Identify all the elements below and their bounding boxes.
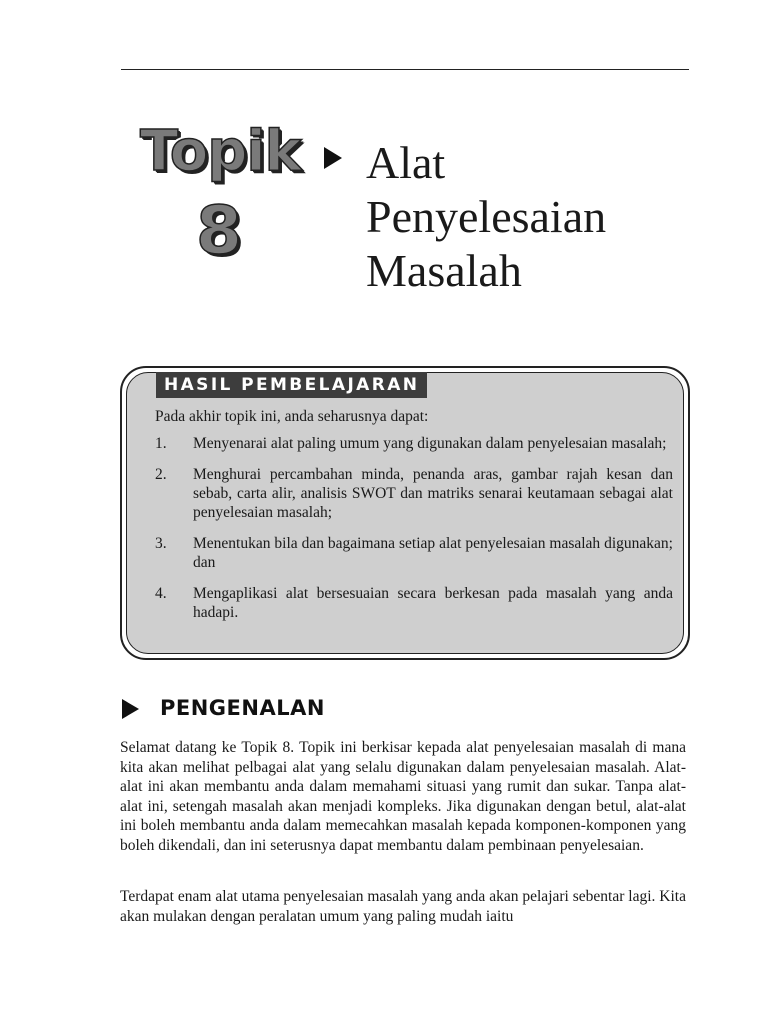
- chapter-title: [366, 136, 696, 298]
- list-item-text: Menentukan bila dan bagaimana setiap alat penyelesaian masalah digunakan; dan: [193, 535, 673, 571]
- list-item-number: 2.: [155, 466, 167, 483]
- list-item: [155, 534, 673, 572]
- list-item: [155, 465, 673, 522]
- chapter-title-line: Penyelesaian: [366, 191, 607, 242]
- list-item-number: 1.: [155, 435, 167, 452]
- list-item-text: Menghurai percambahan minda, penanda aras, gambar rajah kesan dan sebab, carta alir, analisis SWOT dan matriks senarai keutamaan sebagai alat penyelesaian masalah;: [193, 466, 673, 521]
- chapter-title-line: Masalah: [366, 245, 522, 296]
- list-item-text: Menyenarai alat paling umum yang digunakan dalam penyelesaian masalah;: [193, 435, 667, 452]
- list-item-text: Mengaplikasi alat bersesuaian secara berkesan pada masalah yang anda hadapi.: [193, 585, 673, 621]
- section-heading: PENGENALAN: [160, 696, 325, 720]
- learning-outcomes-list: [155, 434, 673, 634]
- play-arrow-icon: [122, 699, 139, 719]
- body-paragraph: Terdapat enam alat utama penyelesaian masalah yang anda akan pelajari sebentar lagi. Kita akan mulakan dengan peralatan umum yang paling mudah iaitu: [120, 888, 686, 925]
- body-paragraph: Selamat datang ke Topik 8. Topik ini berkisar kepada alat penyelesaian masalah di mana kita akan melihat pelbagai alat yang selalu digunakan dalam penyelesaian masalah. Alat-alat ini akan membantu anda dalam memahami situasi yang rumit dan sukar. Tanpa alat-alat ini, setengah masalah akan menjadi kompleks. Jika digunakan dengan betul, alat-alat ini boleh membantu anda dalam memecahkan masalah kepada komponen-komponen yang boleh dikendali, dan ini seterusnya dapat membantu dalam pembinaan penyelesaian.: [120, 739, 686, 854]
- learning-outcomes-intro: Pada akhir topik ini, anda seharusnya dapat:: [155, 408, 429, 425]
- chapter-title-line: Alat: [366, 137, 446, 188]
- chapter-number: 8: [196, 192, 242, 269]
- header-rule: [121, 69, 689, 70]
- list-item-number: 3.: [155, 535, 167, 552]
- list-item-number: 4.: [155, 585, 167, 602]
- learning-outcomes-header: HASIL PEMBELAJARAN: [156, 372, 427, 398]
- list-item: [155, 584, 673, 622]
- chapter-label: Topik: [140, 119, 301, 184]
- list-item: [155, 434, 673, 453]
- play-arrow-icon: [324, 147, 342, 169]
